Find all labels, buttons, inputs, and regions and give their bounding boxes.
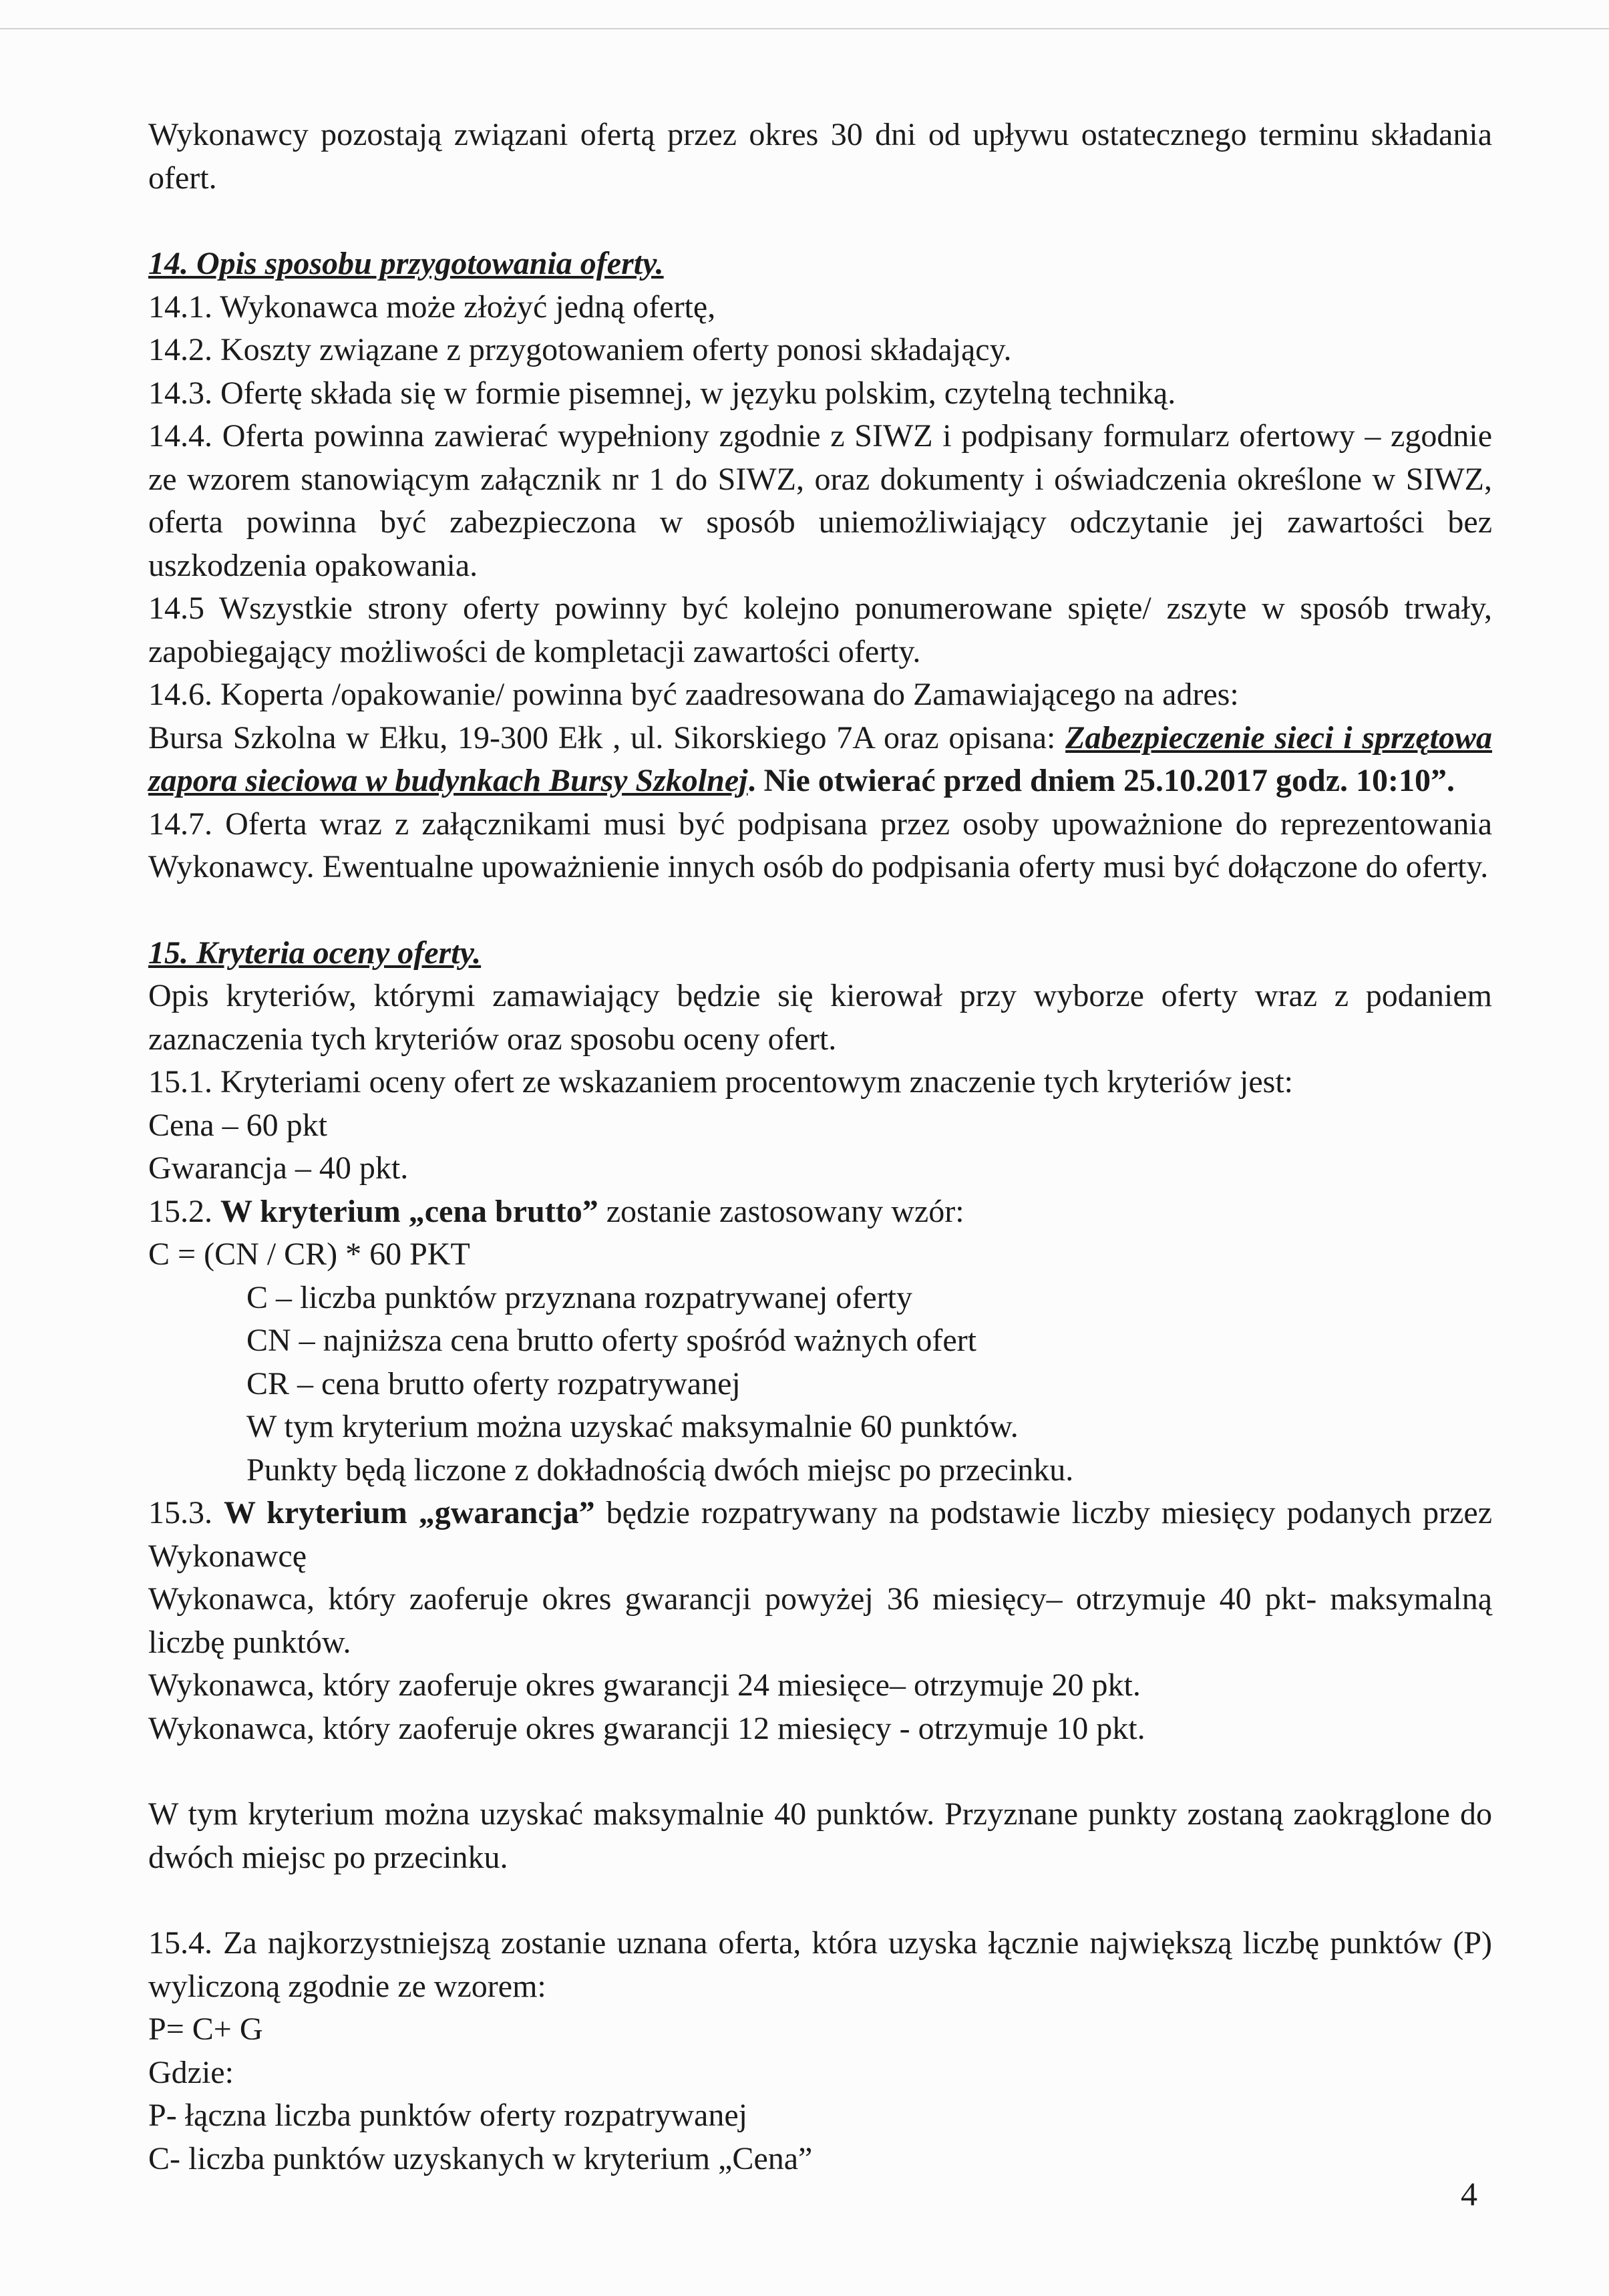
warranty-max-note: W tym kryterium można uzyskać maksymalnie 40 punktów. Przyznane punkty zostaną zaokrąglone do dwóch miejsc po przecinku. bbox=[148, 1796, 1492, 1875]
page-content bbox=[148, 114, 1492, 2180]
item-15-2 bbox=[148, 1190, 1492, 1234]
legend-line: C – liczba punktów przyznana rozpatrywanej oferty bbox=[246, 1279, 912, 1315]
item-15-2-number: 15.2. bbox=[148, 1193, 220, 1229]
warranty-36: Wykonawca, który zaoferuje okres gwarancji powyżej 36 miesięcy– otrzymuje 40 pkt- maksymalną liczbę punktów. bbox=[148, 1581, 1492, 1660]
item-14-4: 14.4. Oferta powinna zawierać wypełniony zgodnie z SIWZ i podpisany formularz ofertowy – zgodnie ze wzorem stanowiącym załącznik nr 1 do SIWZ, oraz dokumenty i oświadczenia określone w SIWZ, oferta powinna być zabezpieczona w sposób uniemożliwiający odczytanie jej zawartości bez uszkodzenia opakowania. bbox=[148, 418, 1492, 583]
warranty-12: Wykonawca, który zaoferuje okres gwarancji 12 miesięcy - otrzymuje 10 pkt. bbox=[148, 1710, 1145, 1746]
item-14-6-line1: 14.6. Koperta /opakowanie/ powinna być zaadresowana do Zamawiającego na adres: bbox=[148, 677, 1239, 712]
warranty-24: Wykonawca, który zaoferuje okres gwarancji 24 miesięce– otrzymuje 20 pkt. bbox=[148, 1667, 1141, 1703]
item-14-6-address: Bursa Szkolna w Ełku, 19-300 Ełk , ul. Sikorskiego 7A oraz opisana: bbox=[148, 719, 1066, 756]
tender-subject-dot: . bbox=[747, 763, 764, 798]
opening-deadline: Nie otwierać przed dniem 25.10.2017 godz. 10:10”. bbox=[763, 763, 1455, 798]
item-15-3 bbox=[148, 1492, 1492, 1578]
legend-line: CR – cena brutto oferty rozpatrywanej bbox=[246, 1365, 741, 1402]
total-formula: P= C+ G bbox=[148, 2011, 263, 2047]
item-15-3-bold: W kryterium „gwarancja” bbox=[224, 1495, 595, 1530]
legend-line: W tym kryterium można uzyskać maksymalnie 60 punktów. bbox=[246, 1409, 1019, 1444]
page-number: 4 bbox=[1461, 2175, 1477, 2212]
definition-c: C- liczba punktów uzyskanych w kryterium „Cena” bbox=[148, 2140, 813, 2176]
intro-paragraph: Wykonawcy pozostają związani ofertą przez okres 30 dni od upływu ostatecznego terminu składania ofert. bbox=[148, 117, 1492, 196]
item-15-2-rest: zostanie zastosowany wzór: bbox=[598, 1193, 964, 1229]
section-15-title: 15. Kryteria oceny oferty. bbox=[148, 935, 482, 971]
item-14-5: 14.5 Wszystkie strony oferty powinny być kolejno ponumerowane spięte/ zszyte w sposób trwały, zapobiegający możliwości de kompletacji zawartości oferty. bbox=[148, 591, 1492, 669]
criterion-price: Cena – 60 pkt bbox=[148, 1107, 327, 1143]
item-15-3-rest: będzie rozpatrywany na podstawie liczby miesięcy podanych przez Wykonawcę bbox=[148, 1495, 1493, 1574]
tender-subject: Zabezpieczenie sieci i sprzętowa zapora sieciowa w budynkach Bursy Szkolnej bbox=[148, 719, 1493, 798]
item-15-3-number: 15.3. bbox=[148, 1495, 224, 1530]
item-14-6 bbox=[148, 673, 1492, 803]
item-14-1: 14.1. Wykonawca może złożyć jedną ofertę, bbox=[148, 289, 716, 325]
section-15-intro: Opis kryteriów, którymi zamawiający będzie się kierował przy wyborze oferty wraz z podaniem zaznaczenia tych kryteriów oraz sposobu oceny ofert. bbox=[148, 978, 1492, 1057]
section-14-title: 14. Opis sposobu przygotowania oferty. bbox=[148, 246, 664, 281]
price-formula: C = (CN / CR) * 60 PKT bbox=[148, 1237, 470, 1272]
where-label: Gdzie: bbox=[148, 2054, 234, 2090]
item-15-2-bold: W kryterium „cena brutto” bbox=[220, 1193, 598, 1229]
legend-line: Punkty będą liczone z dokładnością dwóch miejsc po przecinku. bbox=[246, 1452, 1074, 1488]
top-rule bbox=[0, 28, 1609, 29]
item-14-7: 14.7. Oferta wraz z załącznikami musi być podpisana przez osoby upoważnione do reprezentowania Wykonawcy. Ewentualne upoważnienie innych osób do podpisania oferty musi być dołączone do oferty. bbox=[148, 806, 1492, 884]
legend-line: CN – najniższa cena brutto oferty spośród ważnych ofert bbox=[246, 1323, 976, 1358]
item-14-2: 14.2. Koszty związane z przygotowaniem oferty ponosi składający. bbox=[148, 332, 1012, 367]
item-15-1: 15.1. Kryteriami oceny ofert ze wskazaniem procentowym znaczenie tych kryteriów jest: bbox=[148, 1064, 1293, 1100]
item-15-4: 15.4. Za najkorzystniejszą zostanie uznana oferta, która uzyska łącznie największą liczbę punktów (P) wyliczoną zgodnie ze wzorem: bbox=[148, 1925, 1492, 2004]
item-14-3: 14.3. Ofertę składa się w formie pisemnej, w języku polskim, czytelną techniką. bbox=[148, 375, 1176, 411]
definition-p: P- łączna liczba punktów oferty rozpatrywanej bbox=[148, 2098, 747, 2133]
criterion-warranty: Gwarancja – 40 pkt. bbox=[148, 1150, 409, 1186]
